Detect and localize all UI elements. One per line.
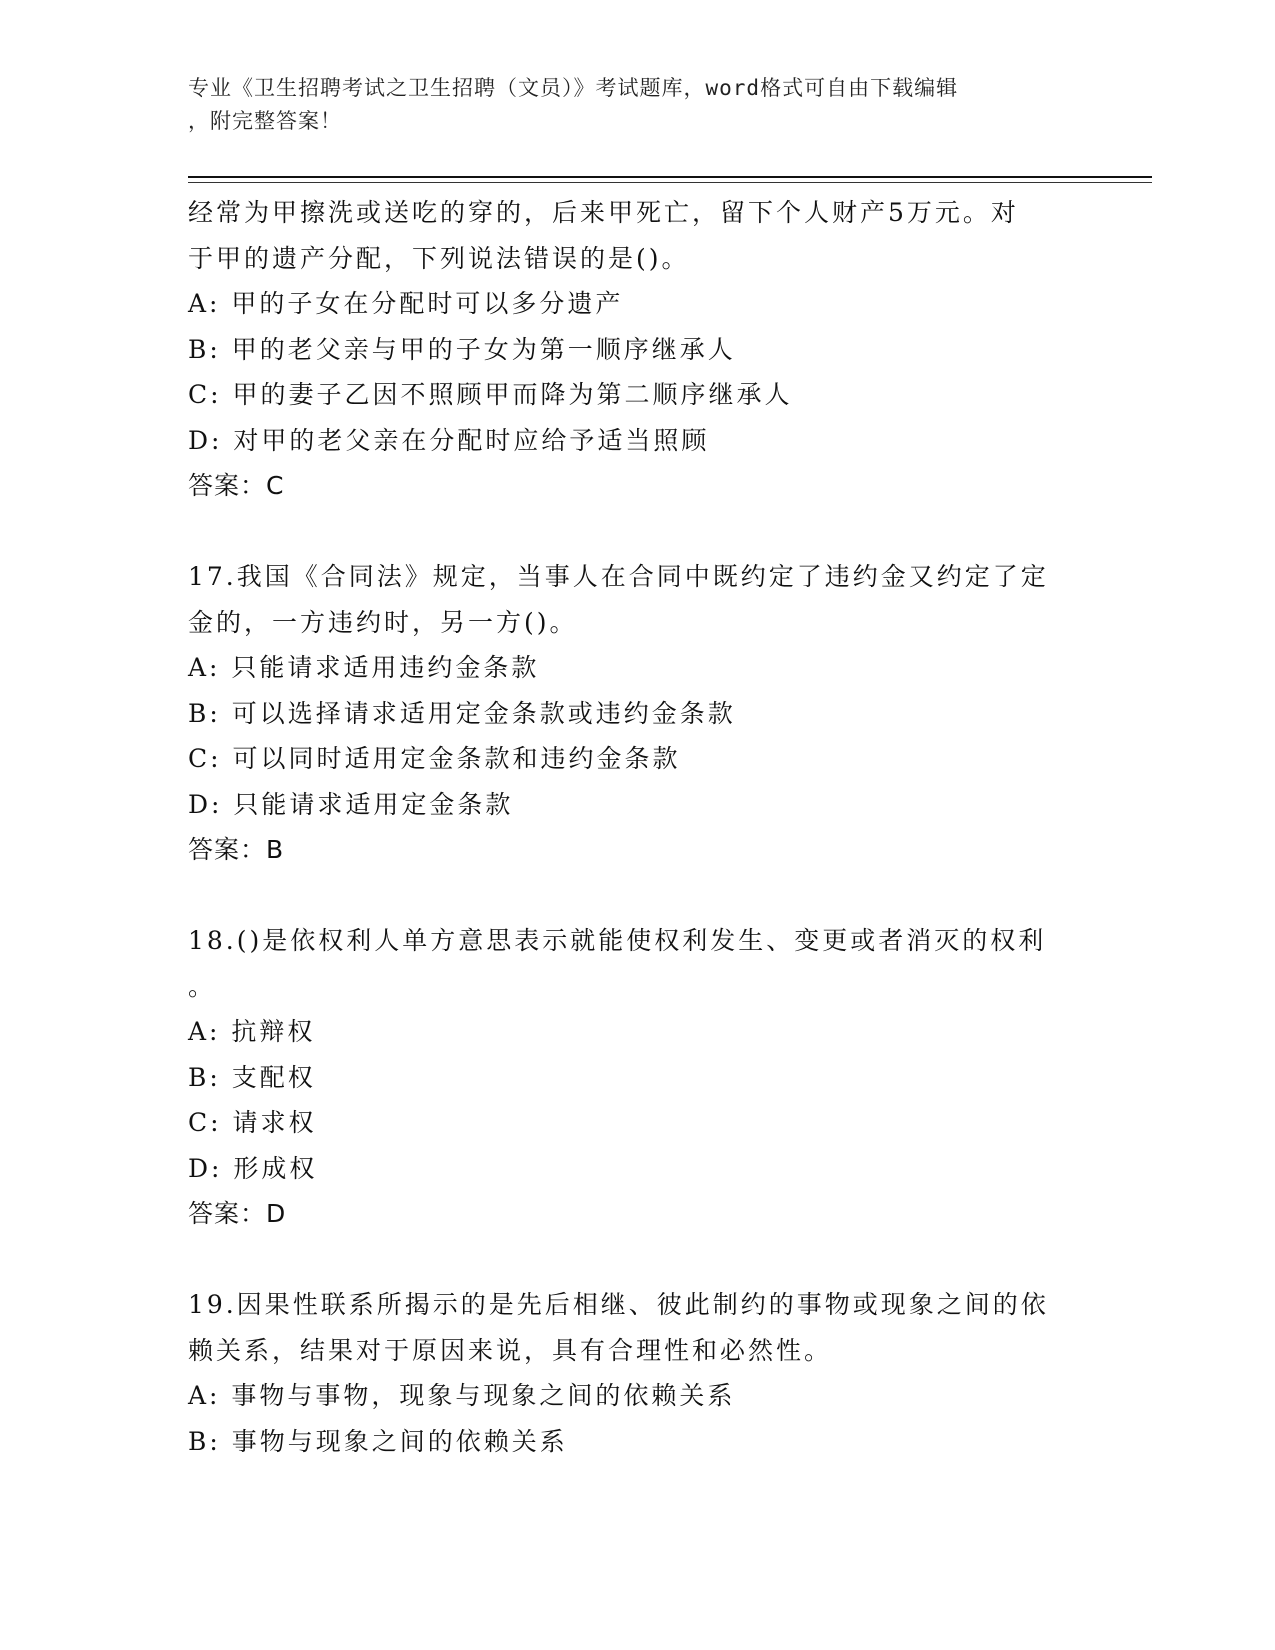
question-stem-line: 于甲的遗产分配，下列说法错误的是()。 [188,243,690,273]
question-spacer [188,509,1088,555]
header-line-2: ，附完整答案！ [188,109,342,133]
header-divider-thick [188,176,1152,178]
question-16 [188,190,1088,509]
answer-line: 答案：C [188,471,285,500]
option-a: A: 甲的子女在分配时可以多分遗产 [188,289,624,318]
question-stem-line: 金的，一方违约时，另一方()。 [188,607,578,637]
question-stem-line: 经常为甲擦洗或送吃的穿的，后来甲死亡，留下个人财产5万元。对 [188,198,1019,227]
option-c: C: 可以同时适用定金条款和违约金条款 [188,744,681,773]
question-spacer [188,873,1088,919]
option-a: A: 事物与事物，现象与现象之间的依赖关系 [188,1381,736,1410]
option-c: C: 甲的妻子乙因不照顾甲而降为第二顺序继承人 [188,380,793,409]
option-b: B: 支配权 [188,1062,316,1092]
question-stem-line: 赖关系，结果对于原因来说，具有合理性和必然性。 [188,1335,833,1365]
question-18 [188,918,1088,1237]
question-stem-line: 18.()是依权利人单方意思表示就能使权利发生、变更或者消灭的权利 [188,926,1047,955]
question-stem-line: 17.我国《合同法》规定，当事人在合同中既约定了违约金又约定了定 [188,562,1049,591]
answer-line: 答案：B [188,835,285,864]
header-line-1: 专业《卫生招聘考试之卫生招聘（文员）》考试题库，word格式可自由下载编辑 [188,76,959,100]
question-stem-line: 。 [188,971,217,1001]
question-19 [188,1282,1088,1464]
option-c: C: 请求权 [188,1108,317,1137]
question-spacer [188,1237,1088,1283]
option-a: A: 抗辩权 [188,1017,316,1046]
option-d: D: 只能请求适用定金条款 [188,789,514,819]
option-d: D: 形成权 [188,1153,318,1183]
question-17 [188,554,1088,873]
option-b: B: 可以选择请求适用定金条款或违约金条款 [188,698,736,728]
question-list [188,190,1088,1464]
answer-line: 答案：D [188,1199,287,1228]
option-b: B: 事物与现象之间的依赖关系 [188,1426,568,1456]
question-stem-line: 19.因果性联系所揭示的是先后相继、彼此制约的事物或现象之间的依 [188,1290,1049,1319]
option-b: B: 甲的老父亲与甲的子女为第一顺序继承人 [188,334,736,364]
option-a: A: 只能请求适用违约金条款 [188,653,540,682]
option-d: D: 对甲的老父亲在分配时应给予适当照顾 [188,425,710,455]
page-header [188,72,1068,138]
header-divider-thin [188,182,1152,183]
